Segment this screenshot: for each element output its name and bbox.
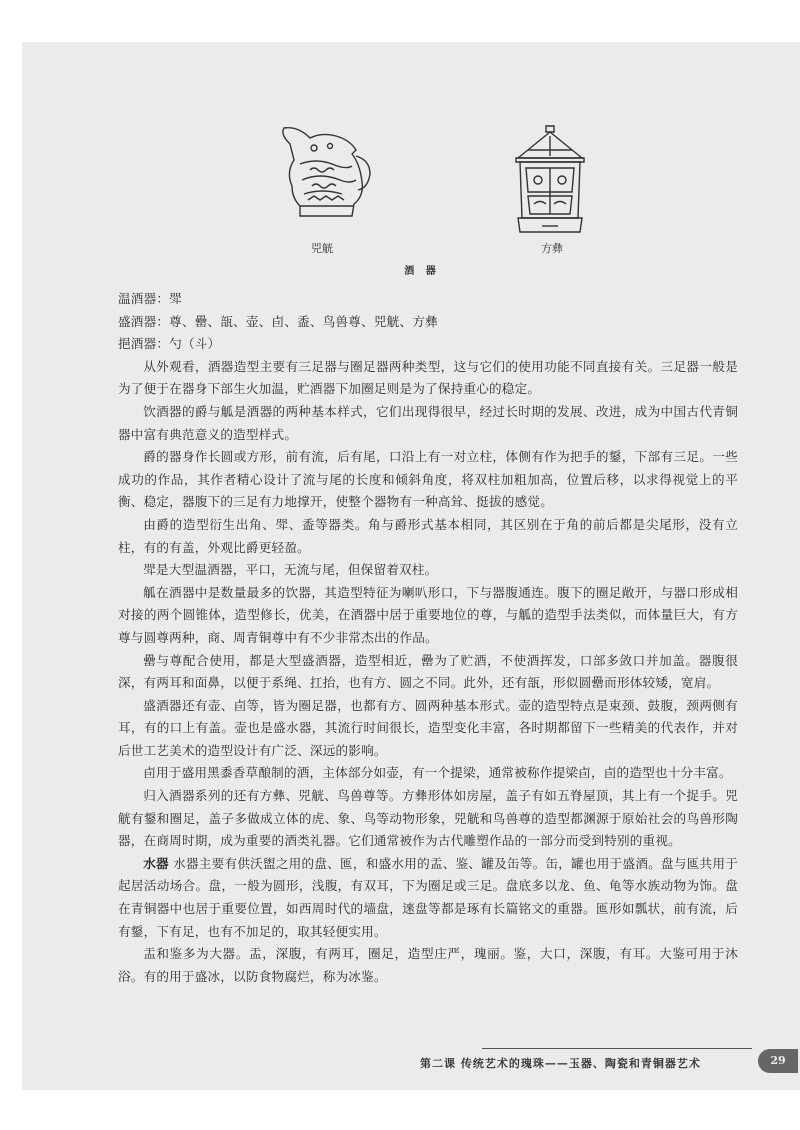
paragraph: 觚在酒器中是数量最多的饮器，其造型特征为喇叭形口，下与器腹通连。腹下的圈足敞开，与器口形成相对接的两个圆锥体，造型修长，优美，在酒器中居于重要地位的尊，与觚的造型手法类似，而体量巨大，有方尊与圆尊两种，商、周青铜尊中有不少非常杰出的作品。 [118, 584, 738, 645]
water-vessel-text: 水器主要有供沃盥之用的盘、匜，和盛水用的盂、鉴、罐及缶等。缶，罐也用于盛酒。盘与匜共用于起居活动场合。盘，一般为圆形，浅腹，有双耳，下为圈足或三足。盘底多以龙、鱼、龟等水族动物为饰。盘在青铜器中也居于重要位置，如西周时代的墙盘，逨盘等都是琢有长篇铭文的重器。匜形如瓢状，前有流，后有鋬，下有足，也有不加足的，取其轻便实用。 [118, 855, 738, 939]
paragraph: 饮酒器的爵与觚是酒器的两种基本样式，它们出现得很早，经过长时期的发展、改进，成为中国古代青铜器中富有典范意义的造型样式。 [118, 403, 738, 442]
vessel-list-ladle: 挹酒器：勺（斗） [118, 336, 221, 352]
sigong-illustration [270, 124, 380, 224]
paragraph: 从外观看，酒器造型主要有三足器与圈足器两种类型，这与它们的使用功能不同直接有关。三足器一般是为了便于在器身下部生火加温，贮酒器下加圈足则是为了保持重心的稳定。 [118, 358, 738, 397]
chapter-title: 第二课 传统艺术的瑰珠——玉器、陶瓷和青铜器艺术 [420, 1057, 701, 1070]
body-text [118, 288, 738, 988]
fangyi-illustration [508, 122, 592, 240]
paragraph: 罍与尊配合使用，都是大型盛酒器，造型相近，罍为了贮酒，不使酒挥发，口部多敛口并加盖。器腹很深，有两耳和面鼻，以便于系绳、扛抬，也有方、圆之不同。此外，还有瓿，形似圆罍而形体较矮，宽肩。 [118, 652, 738, 691]
fangyi-caption: 方彝 [541, 242, 563, 255]
vessel-list-storage: 盛酒器：尊、罍、瓿、壶、卣、盉、鸟兽尊、兕觥、方彝 [118, 313, 438, 329]
paragraph: 盂和鉴多为大器。盂，深腹，有两耳，圈足，造型庄严，瑰丽。鉴，大口，深腹，有耳。大鉴可用于沐浴。有的用于盛冰，以防食物腐烂，称为冰鉴。 [118, 946, 738, 984]
water-vessel-paragraph [118, 853, 738, 943]
paragraph: 斝是大型温酒器，平口，无流与尾，但保留着双柱。 [143, 562, 438, 578]
paragraph: 盛酒器还有壶、卣等，皆为圈足器，也都有方、圆两种基本形式。壶的造型特点是束颈、鼓腹，颈两侧有耳，有的口上有盖。壶也是盛水器，其流行时间很长，造型变化丰富，各时期都留下一些精美的代表作，并对后世工艺美术的造型设计有广泛、深远的影响。 [118, 697, 738, 758]
paragraph: 归入酒器系列的还有方彝、兕觥、鸟兽尊等。方彝形体如房屋，盖子有如五脊屋顶，其上有一个捉手。兕觥有鋬和圈足，盖子多做成立体的虎、象、鸟等动物形象，兕觥和鸟兽尊的造型都渊源于原始社会的鸟兽形陶器，在商周时期，成为重要的酒类礼器。它们通常被作为古代雕塑作品的一部分而受到特别的重视。 [118, 788, 738, 849]
figure-group-title: 酒 器 [404, 266, 440, 277]
paragraph: 卣用于盛用黑黍香草酿制的酒，主体部分如壶，有一个提梁，通常被称作提梁卣，卣的造型也十分丰富。 [143, 765, 732, 781]
footer-rule [482, 1048, 752, 1049]
sigong-caption: 兕觥 [311, 242, 333, 255]
paragraph: 由爵的造型衍生出角、斝、盉等器类。角与爵形式基本相同，其区别在于角的前后都是尖尾形，没有立柱，有的有盖，外观比爵更轻盈。 [118, 516, 738, 555]
paragraph: 爵的器身作长圆或方形，前有流，后有尾，口沿上有一对立柱，体侧有作为把手的鋬，下部有三足。一些成功的作品，其作者精心设计了流与尾的长度和倾斜角度，将双柱加粗加高，位置后移，以求得视觉上的平衡、稳定，器腹下的三足有力地撑开，使整个器物有一种高耸、挺拔的感觉。 [118, 449, 738, 510]
page-footer [22, 1042, 800, 1082]
book-page [22, 42, 800, 1090]
vessel-list-warming: 温酒器：斝 [118, 291, 182, 306]
page-number: 29 [758, 1049, 798, 1073]
water-vessel-keyword: 水器 [143, 855, 169, 871]
